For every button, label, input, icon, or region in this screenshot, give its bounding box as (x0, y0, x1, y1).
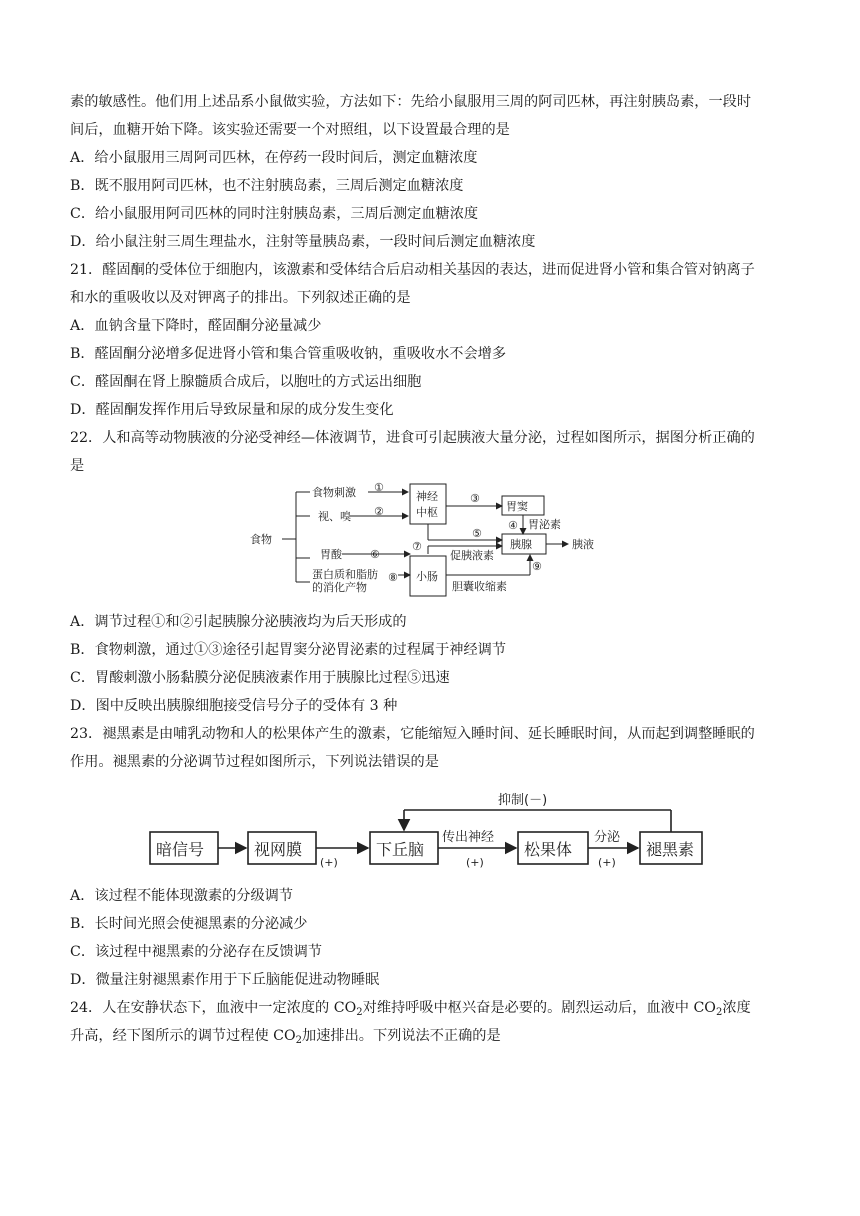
label-n2: ② (374, 505, 384, 518)
co2-subscript: 2 (295, 1035, 302, 1046)
q24-stem-line-1 (70, 998, 794, 1018)
label-protein-fat-2: 的消化产物 (312, 581, 367, 594)
q23-stem-line-1: 23．褪黑素是由哺乳动物和人的松果体产生的激素，它能缩短入睡时间、延长睡眠时间，从而起到调整睡眠的 (70, 726, 755, 742)
label-food-stimulus: 食物刺激 (312, 486, 356, 499)
q21-stem-line-1: 21．醛固酮的受体位于细胞内，该激素和受体结合后启动相关基因的表达，进而促进肾小管和集合管对钠离子 (70, 262, 755, 278)
q20-option-b: B．既不服用阿司匹林，也不注射胰岛素，三周后测定血糖浓度 (70, 178, 464, 194)
label-sight-smell: 视、嗅 (318, 510, 351, 523)
label-secretin: 促胰液素 (450, 549, 494, 562)
label-nerve-center-2: 中枢 (416, 506, 438, 519)
q22-stem-line-2: 是 (70, 458, 85, 474)
label-n1: ① (374, 481, 384, 494)
q20-stem-line-1: 素的敏感性。他们用上述品系小鼠做实验，方法如下：先给小鼠服用三周的阿司匹林，再注射胰岛素，一段时 (70, 94, 752, 110)
q22-option-a: A．调节过程①和②引起胰腺分泌胰液均为后天形成的 (70, 614, 407, 630)
q24-text-a: 24．人在安静状态下，血液中一定浓度的 CO (70, 1000, 357, 1016)
label-secrete: 分泌 (594, 830, 621, 845)
label-n6: ⑥ (370, 548, 380, 561)
label-gastrin: 胃泌素 (528, 518, 561, 531)
label-n5: ⑤ (472, 527, 482, 540)
q24-text-b: 对维持呼吸中枢兴奋是必要的。剧烈运动后，血液中 CO (362, 1000, 716, 1016)
label-antrum: 胃窦 (506, 500, 528, 513)
label-cck: 胆囊收缩素 (452, 580, 507, 593)
q22-option-c: C．胃酸刺激小肠黏膜分泌促胰液素作用于胰腺比过程⑤迅速 (70, 670, 450, 686)
label-small-intestine: 小肠 (416, 570, 438, 583)
q24-text-e: 加速排出。下列说法不正确的是 (302, 1028, 501, 1044)
q23-option-b: B．长时间光照会使褪黑素的分泌减少 (70, 916, 308, 932)
q21-option-c: C．醛固酮在肾上腺髓质合成后，以胞吐的方式运出细胞 (70, 374, 422, 390)
label-pancreas: 胰腺 (510, 538, 532, 551)
label-nerve-center-1: 神经 (416, 490, 438, 503)
q22-stem-line-1: 22．人和高等动物胰液的分泌受神经—体液调节，进食可引起胰液大量分泌，过程如图所示，据图分析正确的 (70, 430, 755, 446)
q21-option-b: B．醛固酮分泌增多促进肾小管和集合管重吸收钠，重吸收水不会增多 (70, 346, 507, 362)
q23-option-d: D．微量注射褪黑素作用于下丘脑能促进动物睡眠 (70, 972, 380, 988)
label-pineal: 松果体 (524, 840, 573, 859)
label-n9: ⑨ (532, 560, 542, 573)
label-protein-fat-1: 蛋白质和脂肪 (312, 568, 378, 581)
label-food: 食物 (250, 533, 272, 546)
q22-option-d: D．图中反映出胰腺细胞接受信号分子的受体有 3 种 (70, 698, 398, 714)
q23-option-c: C．该过程中褪黑素的分泌存在反馈调节 (70, 944, 323, 960)
q23-option-a: A．该过程不能体现激素的分级调节 (70, 888, 294, 904)
label-plus-1: (+) (320, 856, 338, 869)
q24-text-c: 浓度 (722, 1000, 751, 1016)
q20-option-d: D．给小鼠注射三周生理盐水，注射等量胰岛素，一段时间后测定血糖浓度 (70, 234, 536, 250)
melatonin-regulation-diagram (140, 786, 710, 878)
label-dark-signal: 暗信号 (156, 840, 205, 859)
q23-stem-line-2: 作用。褪黑素的分泌调节过程如图所示，下列说法错误的是 (70, 754, 439, 770)
label-n8: ⑧ (388, 571, 398, 584)
label-melatonin: 褪黑素 (646, 840, 695, 859)
label-n4: ④ (508, 519, 518, 532)
q21-stem-line-2: 和水的重吸收以及对钾离子的排出。下列叙述正确的是 (70, 290, 411, 306)
label-retina: 视网膜 (254, 840, 303, 859)
pancreas-regulation-diagram (250, 478, 620, 610)
q20-option-a: A．给小鼠服用三周阿司匹林，在停药一段时间后，测定血糖浓度 (70, 150, 478, 166)
label-gastric-acid: 胃酸 (320, 548, 342, 561)
q21-option-a: A．血钠含量下降时，醛固酮分泌量减少 (70, 318, 322, 334)
label-pancreatic-juice: 胰液 (572, 538, 594, 551)
label-n3: ③ (470, 492, 480, 505)
q22-option-b: B．食物刺激，通过①③途径引起胃窦分泌胃泌素的过程属于神经调节 (70, 642, 507, 658)
q20-stem-line-2: 间后，血糖开始下降。该实验还需要一个对照组，以下设置最合理的是 (70, 122, 510, 138)
q20-option-c: C．给小鼠服用阿司匹林的同时注射胰岛素，三周后测定血糖浓度 (70, 206, 479, 222)
label-inhibit: 抑制(－) (498, 793, 548, 808)
label-efferent-nerve: 传出神经 (442, 830, 495, 845)
label-plus-3: (+) (598, 856, 616, 869)
co2-subscript: 2 (356, 1007, 363, 1018)
q21-option-d: D．醛固酮发挥作用后导致尿量和尿的成分发生变化 (70, 402, 394, 418)
label-n7: ⑦ (412, 540, 422, 553)
label-hypothalamus: 下丘脑 (376, 840, 425, 859)
co2-subscript: 2 (715, 1007, 723, 1018)
q24-stem-line-2 (70, 1026, 794, 1046)
q24-text-d: 升高，经下图所示的调节过程使 CO (70, 1028, 296, 1044)
label-plus-2: (+) (466, 856, 484, 869)
